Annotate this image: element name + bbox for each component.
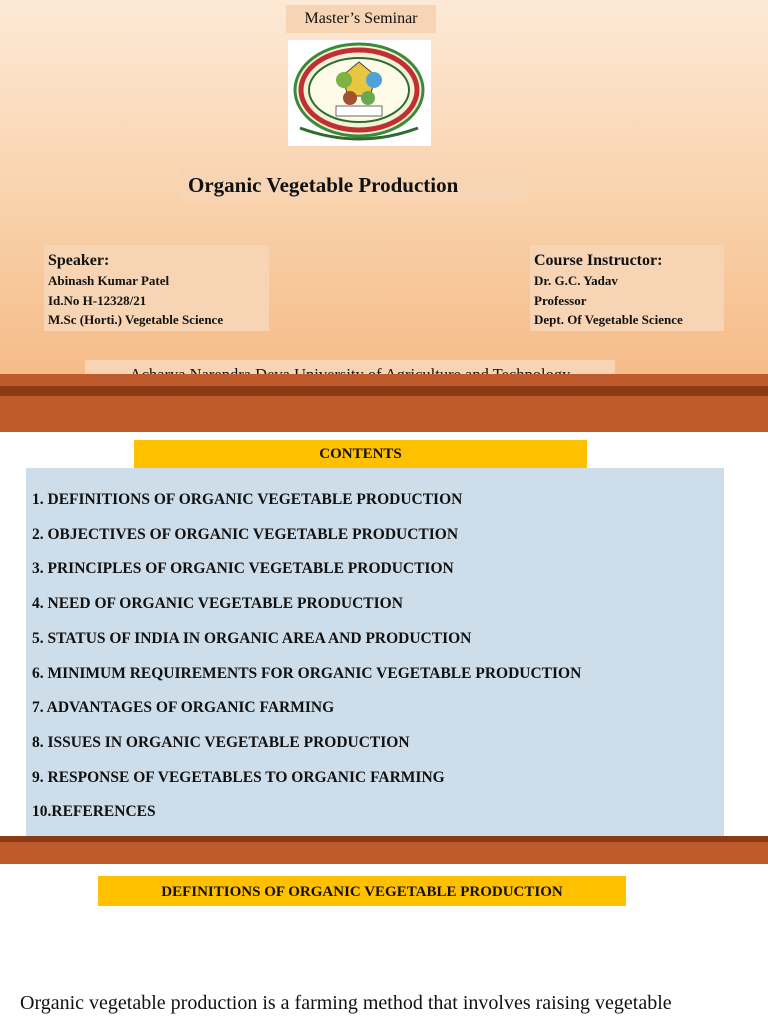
speaker-name: Abinash Kumar Patel <box>48 273 170 288</box>
contents-item: 9. RESPONSE OF VEGETABLES TO ORGANIC FARMING <box>32 768 445 786</box>
divider-band-stripe <box>0 836 768 842</box>
contents-item: 8. ISSUES IN ORGANIC VEGETABLE PRODUCTION <box>32 733 410 751</box>
instructor-heading: Course Instructor: <box>534 252 663 269</box>
instructor-info <box>530 245 724 331</box>
contents-item: 1. DEFINITIONS OF ORGANIC VEGETABLE PRODUCTION <box>32 491 463 508</box>
contents-item: 7. ADVANTAGES OF ORGANIC FARMING <box>32 699 335 717</box>
speaker-heading: Speaker: <box>48 252 110 269</box>
divider-band-stripe <box>0 386 768 396</box>
instructor-department: Dept. Of Vegetable Science <box>534 312 683 327</box>
definitions-body: Organic vegetable production is a farming method that involves raising vegetable <box>20 992 672 1014</box>
definitions-heading: DEFINITIONS OF ORGANIC VEGETABLE PRODUCTION <box>98 876 626 906</box>
contents-heading: CONTENTS <box>134 440 587 468</box>
contents-item: 2. OBJECTIVES OF ORGANIC VEGETABLE PRODUCTION <box>32 525 459 543</box>
instructor-name: Dr. G.C. Yadav <box>534 273 618 288</box>
university-logo <box>288 40 431 146</box>
speaker-program: M.Sc (Horti.) Vegetable Science <box>48 312 224 327</box>
speaker-info <box>44 245 269 331</box>
university-emblem-icon <box>288 40 431 146</box>
instructor-designation: Professor <box>534 292 587 308</box>
contents-item: 6. MINIMUM REQUIREMENTS FOR ORGANIC VEGETABLE PRODUCTION <box>32 664 582 682</box>
contents-item: 3. PRINCIPLES OF ORGANIC VEGETABLE PRODUCTION <box>32 560 454 578</box>
contents-item: 5. STATUS OF INDIA IN ORGANIC AREA AND PRODUCTION <box>32 629 472 647</box>
contents-list <box>26 468 724 838</box>
contents-item: 10.REFERENCES <box>32 803 156 821</box>
contents-slide <box>0 432 768 864</box>
title-slide <box>0 0 768 432</box>
presentation-title: Organic Vegetable Production <box>180 168 528 202</box>
divider-band <box>0 374 768 432</box>
speaker-id: Id.No H-12328/21 <box>48 292 147 308</box>
seminar-label: Master’s Seminar <box>286 5 436 33</box>
contents-item: 4. NEED OF ORGANIC VEGETABLE PRODUCTION <box>32 595 403 613</box>
